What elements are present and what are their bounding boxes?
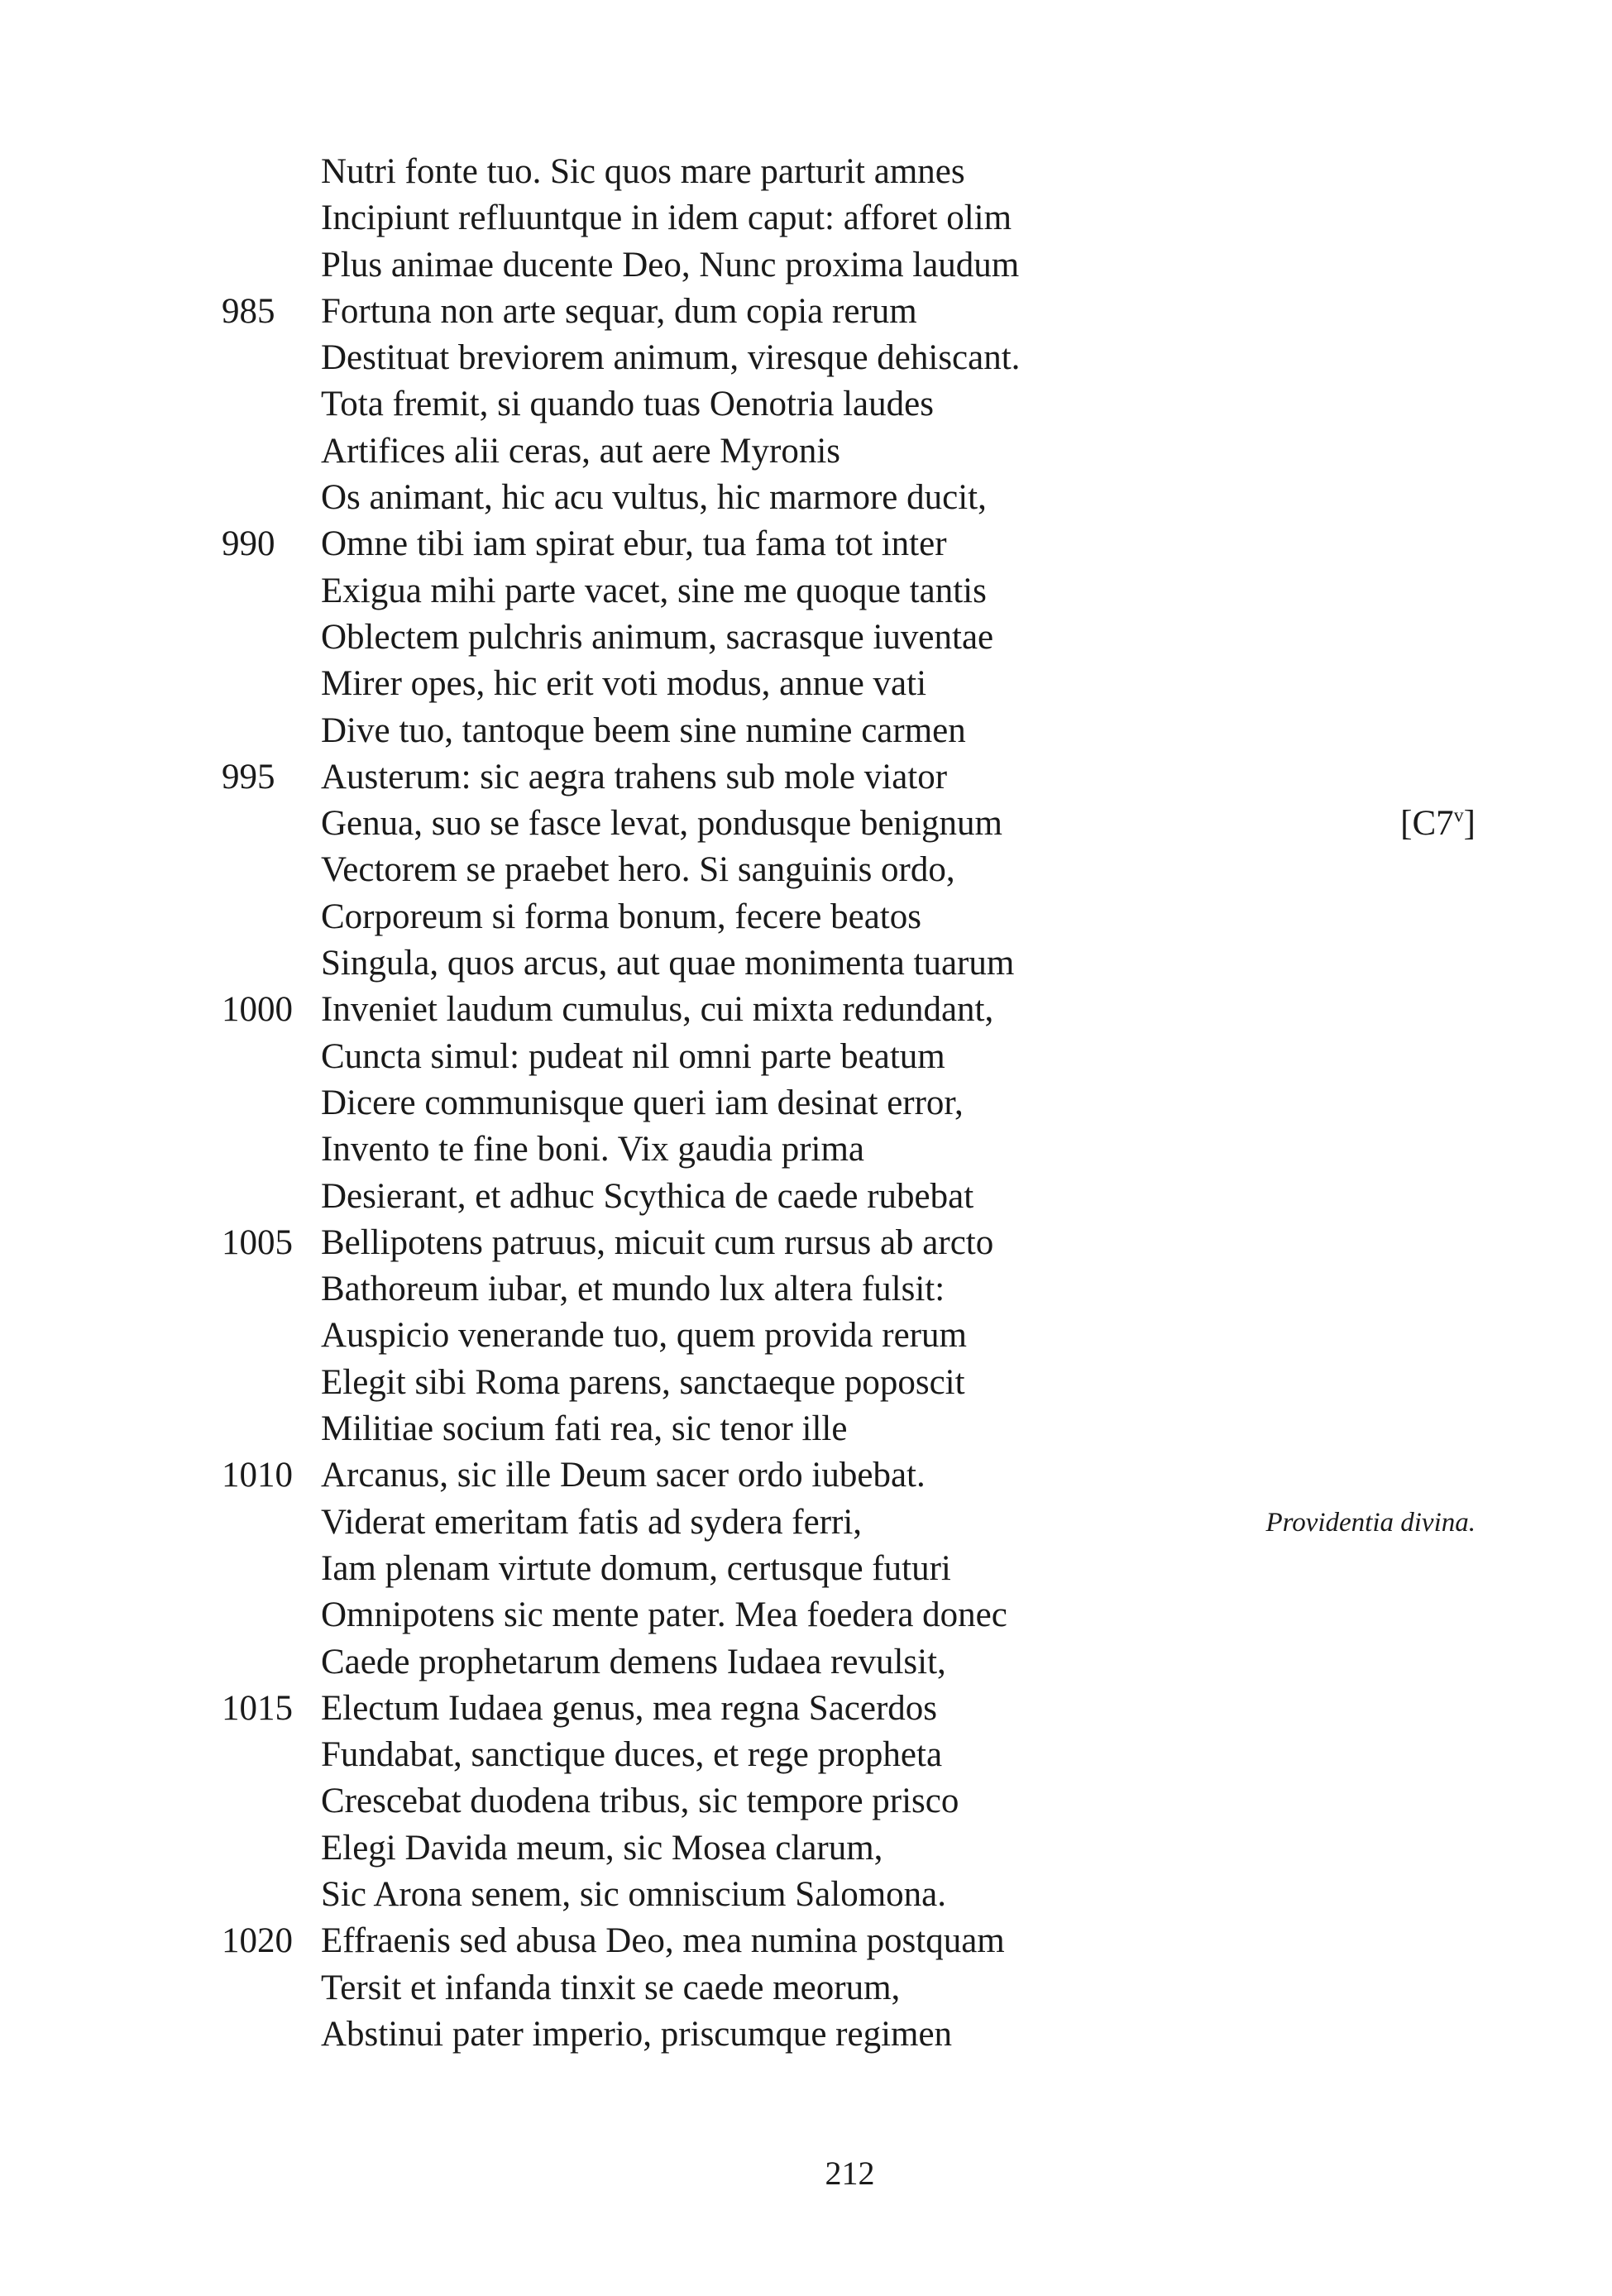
verse-text: Caede prophetarum demens Iudaea revulsit, xyxy=(321,1642,946,1681)
line-number: 985 xyxy=(222,291,275,331)
line-number: 1005 xyxy=(222,1222,293,1262)
verse-text: Corporeum si forma bonum, fecere beatos xyxy=(321,897,921,936)
line-number: 990 xyxy=(222,524,275,564)
verse-text: Arcanus, sic ille Deum sacer ordo iubebat. xyxy=(321,1456,926,1495)
verse-line xyxy=(0,1313,1612,1359)
verse-line xyxy=(0,1918,1612,1964)
verse-line xyxy=(0,754,1612,801)
verse-line xyxy=(0,1546,1612,1592)
verse-text: Tota fremit, si quando tuas Oenotria laudes xyxy=(321,385,934,424)
verse-line xyxy=(0,1500,1612,1546)
signature-mark-superscript: v xyxy=(1453,805,1464,827)
line-number: 1010 xyxy=(222,1456,293,1495)
verse-line xyxy=(0,1686,1612,1732)
verse-line xyxy=(0,1732,1612,1778)
verse-line xyxy=(0,615,1612,661)
verse-text: Omne tibi iam spirat ebur, tua fama tot inter xyxy=(321,524,947,564)
verse-text: Artifices alii ceras, aut aere Myronis xyxy=(321,431,841,471)
line-number: 1020 xyxy=(222,1921,293,1961)
verse-text: Elegit sibi Roma parens, sanctaeque poposcit xyxy=(321,1362,965,1402)
verse-line xyxy=(0,847,1612,893)
verse-line xyxy=(0,568,1612,615)
verse-line xyxy=(0,1778,1612,1825)
verse-block xyxy=(0,149,1612,2058)
verse-line xyxy=(0,149,1612,195)
verse-text: Omnipotens sic mente pater. Mea foedera donec xyxy=(321,1595,1007,1635)
verse-text: Oblectem pulchris animum, sacrasque iuventae xyxy=(321,617,994,657)
verse-line xyxy=(0,1825,1612,1872)
verse-text: Singula, quos arcus, aut quae monimenta tuarum xyxy=(321,944,1015,983)
verse-text: Fortuna non arte sequar, dum copia rerum xyxy=(321,291,917,331)
line-number: 995 xyxy=(222,757,275,796)
verse-text: Vectorem se praebet hero. Si sanguinis ordo, xyxy=(321,850,955,890)
verse-text: Electum Iudaea genus, mea regna Sacerdos xyxy=(321,1688,938,1728)
verse-line xyxy=(0,801,1612,847)
verse-line xyxy=(0,2011,1612,2058)
verse-text: Genua, suo se fasce levat, pondusque benignum xyxy=(321,804,1002,844)
verse-line xyxy=(0,987,1612,1033)
verse-line xyxy=(0,1266,1612,1313)
verse-text: Sic Arona senem, sic omniscium Salomona. xyxy=(321,1874,946,1914)
signature-mark-close: ] xyxy=(1463,804,1476,844)
verse-text: Inveniet laudum cumulus, cui mixta redundant, xyxy=(321,990,994,1030)
verse-line xyxy=(0,1034,1612,1080)
verse-line xyxy=(0,242,1612,289)
verse-line xyxy=(0,289,1612,335)
verse-line xyxy=(0,1639,1612,1686)
verse-line xyxy=(0,1080,1612,1126)
verse-text: Austerum: sic aegra trahens sub mole viator xyxy=(321,757,948,796)
verse-line xyxy=(0,708,1612,754)
verse-text: Incipiunt refluuntque in idem caput: afforet olim xyxy=(321,199,1012,238)
verse-text: Militiae socium fati rea, sic tenor ille xyxy=(321,1409,848,1449)
verse-line xyxy=(0,940,1612,987)
verse-line xyxy=(0,894,1612,940)
verse-text: Plus animae ducente Deo, Nunc proxima laudum xyxy=(321,245,1020,285)
verse-text: Effraenis sed abusa Deo, mea numina postquam xyxy=(321,1921,1005,1961)
verse-text: Tersit et infanda tinxit se caede meorum, xyxy=(321,1968,901,2007)
verse-line xyxy=(0,1592,1612,1638)
verse-text: Desierant, et adhuc Scythica de caede rubebat xyxy=(321,1176,974,1216)
verse-line xyxy=(0,428,1612,475)
verse-text: Bathoreum iubar, et mundo lux altera fulsit: xyxy=(321,1270,945,1309)
verse-text: Os animant, hic acu vultus, hic marmore ducit, xyxy=(321,478,987,518)
verse-text: Nutri fonte tuo. Sic quos mare parturit amnes xyxy=(321,152,965,191)
verse-line xyxy=(0,381,1612,428)
verse-text: Dicere communisque queri iam desinat error, xyxy=(321,1083,964,1122)
signature-mark xyxy=(1400,801,1476,847)
verse-line xyxy=(0,195,1612,242)
marginal-gloss: Providentia divina. xyxy=(1265,1507,1476,1538)
verse-line xyxy=(0,1220,1612,1266)
verse-text: Dive tuo, tantoque beem sine numine carmen xyxy=(321,710,966,750)
verse-text: Mirer opes, hic erit voti modus, annue vati xyxy=(321,664,927,704)
line-number: 1015 xyxy=(222,1688,293,1728)
verse-text: Iam plenam virtute domum, certusque futuri xyxy=(321,1548,951,1588)
verse-line xyxy=(0,335,1612,381)
verse-text: Invento te fine boni. Vix gaudia prima xyxy=(321,1130,864,1170)
verse-text: Fundabat, sanctique duces, et rege propheta xyxy=(321,1735,943,1775)
verse-text: Crescebat duodena tribus, sic tempore prisco xyxy=(321,1782,959,1821)
verse-text: Elegi Davida meum, sic Mosea clarum, xyxy=(321,1828,883,1868)
verse-line xyxy=(0,661,1612,707)
signature-mark-text: [C7 xyxy=(1400,804,1454,844)
verse-text: Destituat breviorem animum, viresque dehiscant. xyxy=(321,338,1021,378)
verse-line xyxy=(0,1406,1612,1452)
verse-text: Auspicio venerande tuo, quem provida rerum xyxy=(321,1316,967,1356)
verse-line xyxy=(0,1965,1612,2011)
page-number: 212 xyxy=(825,2155,875,2192)
verse-text: Viderat emeritam fatis ad sydera ferri, xyxy=(321,1502,863,1542)
verse-text: Exigua mihi parte vacet, sine me quoque tantis xyxy=(321,571,987,610)
verse-line xyxy=(0,1452,1612,1499)
verse-text: Abstinui pater imperio, priscumque regimen xyxy=(321,2014,953,2054)
line-number: 1000 xyxy=(222,990,293,1030)
verse-line xyxy=(0,1174,1612,1220)
verse-text: Bellipotens patruus, micuit cum rursus ab arcto xyxy=(321,1222,994,1262)
verse-line xyxy=(0,475,1612,521)
verse-text: Cuncta simul: pudeat nil omni parte beatum xyxy=(321,1036,945,1076)
verse-line xyxy=(0,1126,1612,1173)
verse-line xyxy=(0,521,1612,567)
verse-line xyxy=(0,1872,1612,1918)
verse-line xyxy=(0,1360,1612,1406)
